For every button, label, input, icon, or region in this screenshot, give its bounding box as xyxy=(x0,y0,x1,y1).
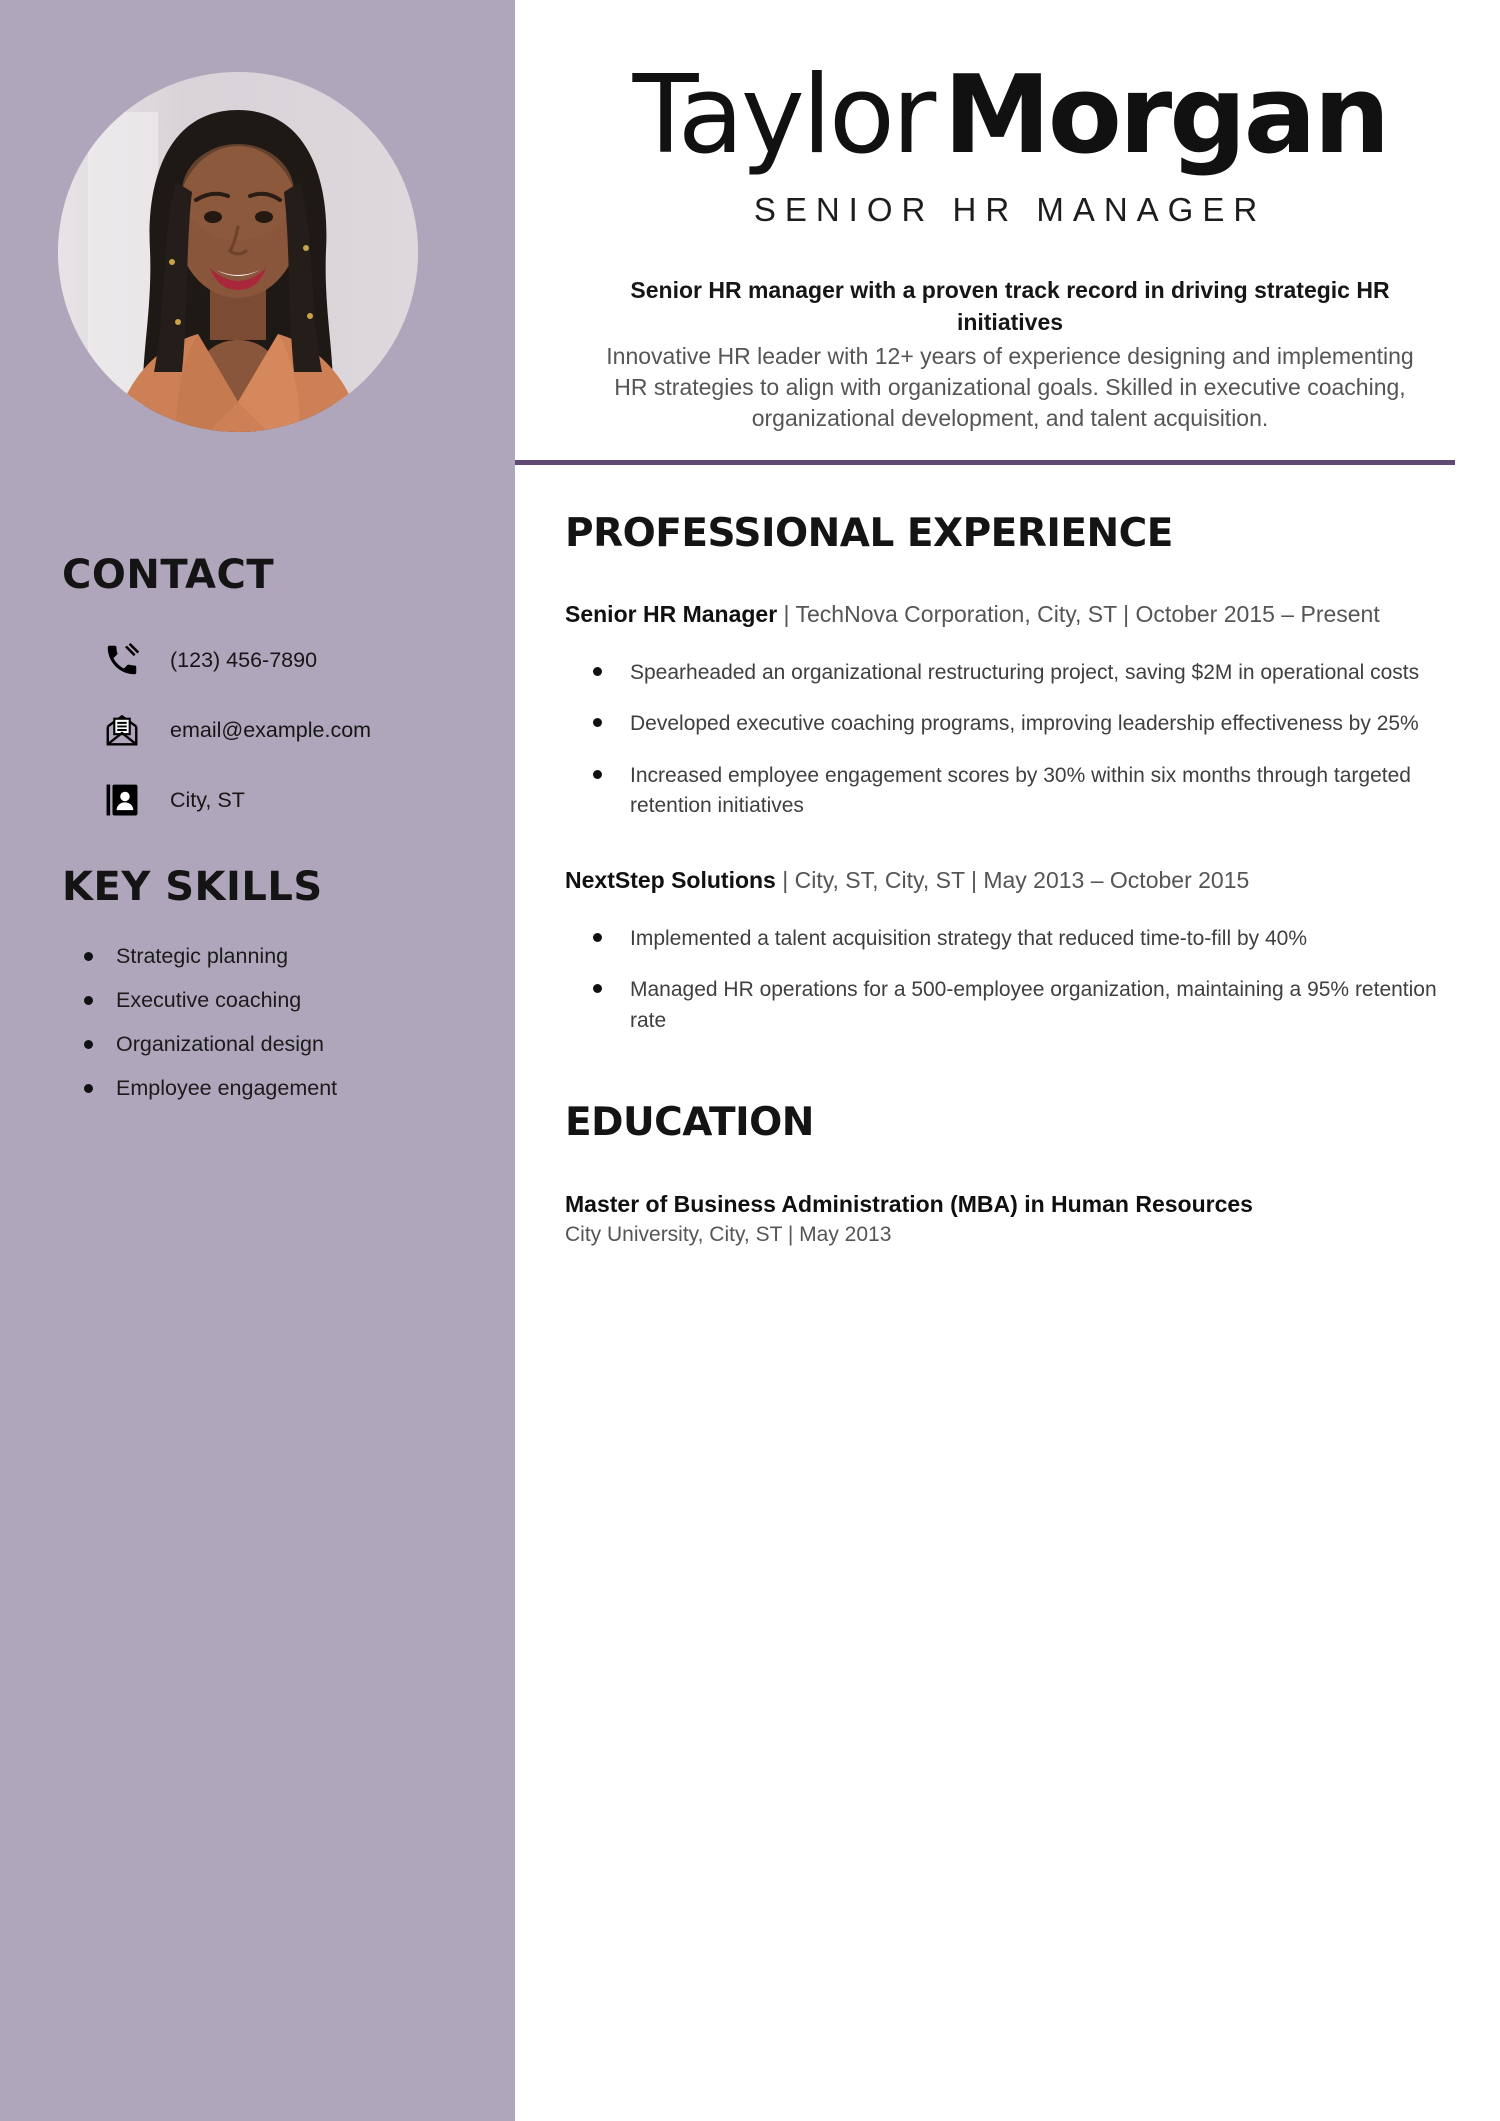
profile-photo-illustration xyxy=(58,72,418,432)
education-degree: Master of Business Administration (MBA) in Human Resources xyxy=(565,1191,1253,1217)
contact-phone: (123) 456-7890 xyxy=(170,647,318,672)
divider-rule xyxy=(515,460,1455,465)
job-bullet: Developed executive coaching programs, improving leadership effectiveness by 25% xyxy=(565,709,1455,739)
summary-body: Innovative HR leader with 12+ years of experience designing and implementing HR strategies to align with organizational goals. Skilled in executive coaching, organizational development, and talent acquisition. xyxy=(606,343,1414,431)
skill-item: Employee engagement xyxy=(62,1076,482,1101)
candidate-name xyxy=(565,53,1455,178)
first-name: Taylor xyxy=(632,53,934,178)
contact-location: City, ST xyxy=(170,787,245,812)
job-meta-text: | City, ST, City, ST | May 2013 – October 2015 xyxy=(782,866,1250,893)
sidebar xyxy=(0,0,515,2121)
contact-row-phone xyxy=(102,638,482,682)
key-skills-heading: KEY SKILLS xyxy=(62,864,323,910)
address-card-icon xyxy=(102,780,142,820)
experience-heading: PROFESSIONAL EXPERIENCE xyxy=(565,511,1173,557)
contact-heading: CONTACT xyxy=(62,552,275,598)
summary-headline: Senior HR manager with a proven track record in driving strategic HR initiatives xyxy=(630,276,1390,335)
phone-icon xyxy=(102,640,142,680)
job-title-text: Senior HR Manager xyxy=(565,601,778,628)
skill-item: Executive coaching xyxy=(62,988,482,1013)
contact-email: email@example.com xyxy=(170,717,372,742)
job-header xyxy=(565,866,1455,896)
last-name: Morgan xyxy=(943,53,1388,178)
skill-item: Organizational design xyxy=(62,1032,482,1057)
contact-row-location xyxy=(102,778,482,822)
profile-photo xyxy=(58,72,418,432)
job-bullet: Implemented a talent acquisition strategy that reduced time-to-fill by 40% xyxy=(565,924,1455,954)
contact-row-email xyxy=(102,708,482,752)
contact-rows xyxy=(62,638,482,822)
job-header xyxy=(565,600,1455,630)
education-heading: EDUCATION xyxy=(565,1100,814,1145)
experience-section xyxy=(565,511,1455,1036)
key-skills-section xyxy=(62,864,482,1120)
job-bullet: Increased employee engagement scores by 30% within six months through targeted retention initiatives xyxy=(565,761,1455,822)
key-skills-list xyxy=(62,944,482,1101)
job-bullet: Spearheaded an organizational restructuring project, saving $2M in operational costs xyxy=(565,658,1455,688)
skill-item: Strategic planning xyxy=(62,944,482,969)
job-title-text: NextStep Solutions xyxy=(565,866,776,893)
job-bullet-list xyxy=(565,924,1455,1036)
job-bullet: Managed HR operations for a 500-employee organization, maintaining a 95% retention rate xyxy=(565,975,1455,1036)
main-column xyxy=(515,0,1500,2121)
email-icon xyxy=(102,710,142,750)
job-meta-text: | TechNova Corporation, City, ST | October 2015 – Present xyxy=(783,601,1380,628)
candidate-job-title: SENIOR HR MANAGER xyxy=(753,190,1267,228)
job-bullet-list xyxy=(565,658,1455,822)
education-school: City University, City, ST | May 2013 xyxy=(565,1223,892,1246)
education-section xyxy=(565,1100,1455,1247)
contact-section xyxy=(62,552,482,848)
